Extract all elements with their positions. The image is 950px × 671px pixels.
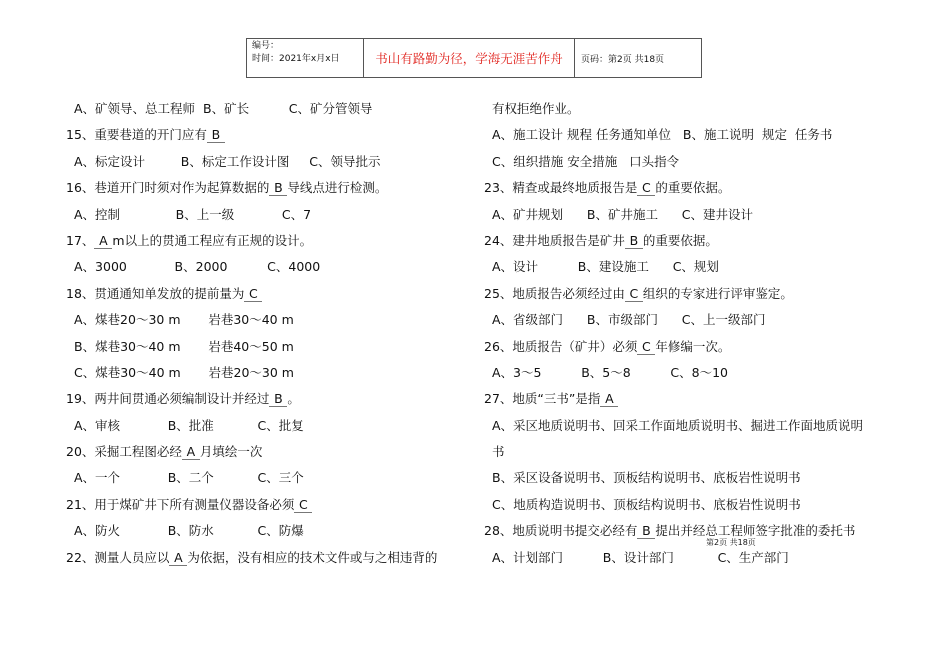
left-column	[66, 96, 437, 571]
question-18: 18、贯通通知单发放的提前量为 C	[66, 281, 437, 307]
options-22a: A、施工设计 规程 任务通知单位 B、施工说明 规定 任务书	[492, 127, 833, 143]
question-26: 26、地质报告（矿井）必须 C 年修编一次。	[484, 338, 731, 354]
options-18a: A、煤巷20～30 m 岩巷30～40 m	[74, 312, 294, 328]
question-15: 15、重要巷道的开门应有 B	[66, 122, 437, 148]
page-footer: 第2页 共18页	[706, 538, 756, 547]
answer-20: A	[182, 444, 200, 460]
options-27c: C、地质构造说明书、顶板结构说明书、底板岩性说明书	[492, 496, 801, 512]
options-27a-cont: 书	[492, 444, 505, 460]
options-20: A、一个 B、二个 C、三个	[74, 470, 304, 486]
answer-22: A	[169, 550, 187, 566]
options-27b: B、采区设备说明书、顶板结构说明书、底板岩性说明书	[492, 470, 801, 486]
answer-15: B	[207, 127, 225, 143]
question-22-cont: 有权拒绝作业。	[492, 101, 580, 116]
page-header-table	[246, 38, 702, 78]
answer-19: B	[269, 391, 287, 407]
answer-28: B	[637, 523, 655, 539]
answer-23: C	[637, 180, 655, 196]
options-14: A、矿领导、总工程师 B、矿长 C、矿分管领导	[74, 101, 373, 116]
header-meta-cell	[247, 39, 364, 77]
question-28: 28、地质说明书提交必经有 B 提出并经总工程师签字批准的委托书	[484, 523, 856, 539]
options-21: A、防火 B、防水 C、防爆	[74, 523, 304, 539]
options-22c: C、组织措施 安全措施 口头指令	[492, 153, 680, 169]
options-15: A、标定设计 B、标定工作设计图 C、领导批示	[74, 153, 381, 169]
options-28: A、计划部门 B、设计部门 C、生产部门	[492, 549, 789, 565]
options-17: A、3000 B、2000 C、4000	[74, 259, 321, 275]
options-18c: C、煤巷30～40 m 岩巷20～30 m	[74, 364, 294, 380]
question-24: 24、建井地质报告是矿井 B 的重要依据。	[484, 232, 718, 248]
question-23: 23、精查或最终地质报告是 C 的重要依据。	[484, 180, 731, 196]
question-22: 22、测量人员应以 A 为依据，没有相应的技术文件或与之相违背的	[66, 549, 438, 565]
options-19: A、审核 B、批准 C、批复	[74, 417, 304, 433]
question-19: 19、两井间贯通必须编制设计并经过 B 。	[66, 391, 300, 407]
page-number-label: 页码：第2页 共18页	[581, 54, 665, 65]
answer-25: C	[625, 286, 643, 302]
options-16: A、控制 B、上一级 C、7	[74, 206, 312, 222]
answer-16: B	[269, 180, 287, 196]
answer-18: C	[244, 286, 262, 302]
question-16: 16、巷道开门时须对作为起算数据的 B 导线点进行检测。	[66, 180, 388, 196]
answer-26: C	[637, 339, 655, 355]
answer-24: B	[625, 233, 643, 249]
answer-17: A	[94, 233, 112, 249]
answer-27: A	[600, 391, 618, 407]
question-21: 21、用于煤矿井下所有测量仪器设备必须 C	[66, 492, 437, 518]
motto-text: 书山有路勤为径，学海无涯苦作舟	[364, 39, 575, 77]
code-label: 编号：	[252, 41, 280, 51]
options-18b: B、煤巷30～40 m 岩巷40～50 m	[74, 338, 294, 354]
right-column	[484, 96, 863, 571]
question-27: 27、地质“三书”是指 A	[484, 386, 863, 412]
options-23: A、矿井规划 B、矿井施工 C、建井设计	[492, 206, 754, 222]
options-27a: A、采区地质说明书、回采工作面地质说明书、掘进工作面地质说明	[492, 417, 864, 433]
options-26: A、3～5 B、5～8 C、8～10	[492, 364, 728, 380]
time-label: 时间：2021年x月x日	[252, 54, 340, 64]
options-25: A、省级部门 B、市级部门 C、上一级部门	[492, 312, 766, 328]
question-25: 25、地质报告必须经过由 C 组织的专家进行评审鉴定。	[484, 285, 793, 301]
answer-21: C	[294, 497, 312, 513]
question-20: 20、采掘工程图必经 A 月填绘一次	[66, 444, 263, 460]
question-17: 17、 A m以上的贯通工程应有正规的设计。	[66, 232, 313, 248]
options-24: A、设计 B、建设施工 C、规划	[492, 259, 719, 275]
